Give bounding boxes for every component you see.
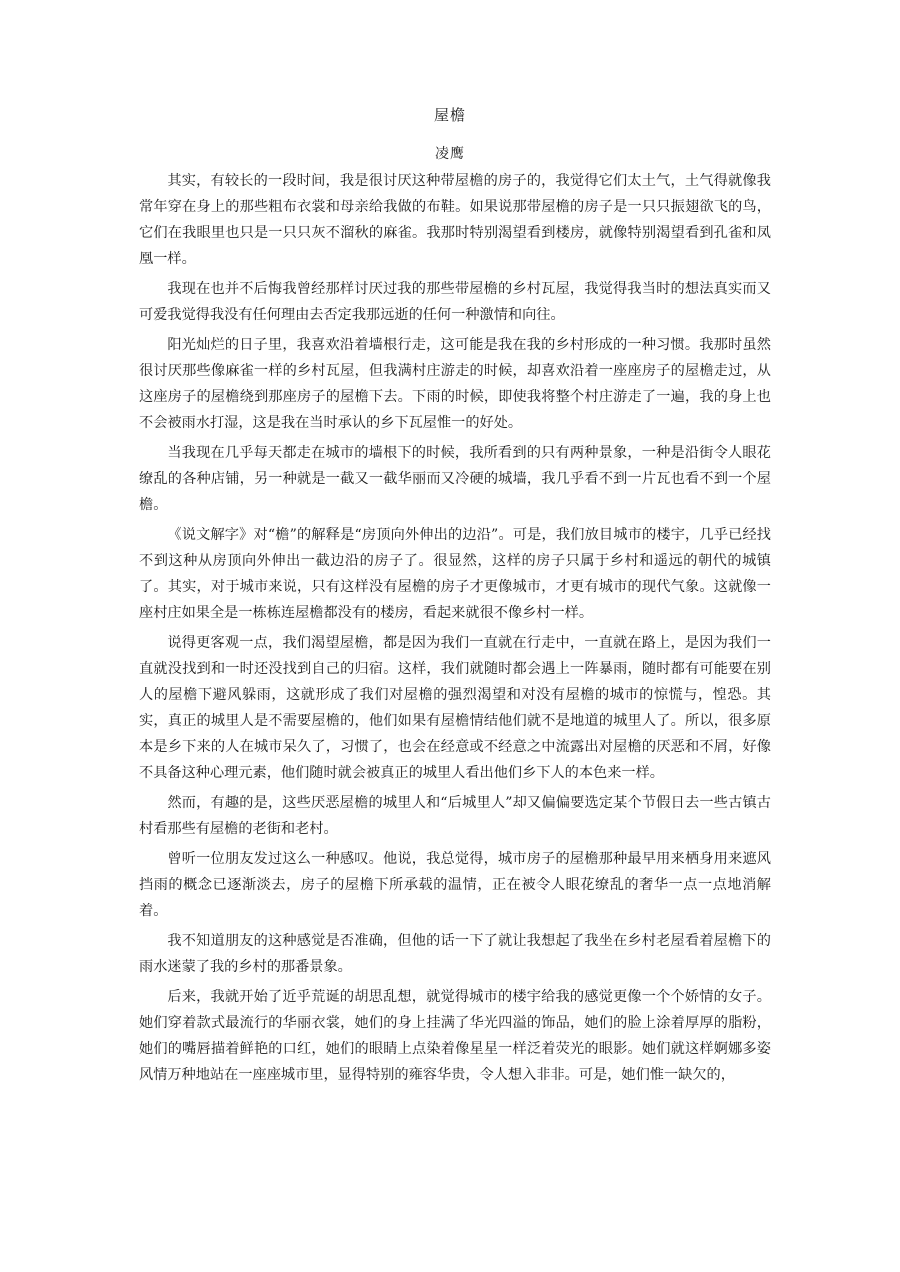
author-name: 凌鹰 [435,146,465,162]
paragraph-8: 曾听一位朋友发过这么一种感叹。他说，我总觉得，城市房子的屋檐那种最早用来栖身用来遮风挡雨的概念已逐渐淡去，房子的屋檐下所承载的温情，正在被令人眼花缭乱的奢华一点一点地消解着。 [139,851,771,919]
paragraph-4: 当我现在几乎每天都走在城市的墙根下的时候，我所看到的只有两种景象，一种是沿街令人眼花缭乱的各种店铺，另一种就是一截又一截华丽而又冷硬的城墙，我几乎看不到一片瓦也看不到一个屋檐。 [139,445,771,513]
paragraph-6: 说得更客观一点，我们渴望屋檐，都是因为我们一直就在行走中，一直就在路上，是因为我们一直就没找到和一时还没找到自己的归宿。这样，我们就随时都会遇上一阵暴雨，随时都有可能要在别人的屋檐下避风躲雨，这就形成了我们对屋檐的强烈渴望和对没有屋檐的城市的惊慌与，惶恐。其实，真正的城里人是不需要屋檐的，他们如果有屋檐情结他们就不是地道的城里人了。所以，很多原本是乡下来的人在城市呆久了，习惯了，也会在经意或不经意之中流露出对屋檐的厌恶和不屑，好像不具备这种心理元素，他们随时就会被真正的城里人看出他们乡下人的本色来一样。 [139,635,771,781]
paragraph-7: 然而，有趣的是，这些厌恶屋檐的城里人和“后城里人”却又偏偏要选定某个节假日去一些古镇古村看那些有屋檐的老街和老村。 [139,795,771,837]
paragraph-2: 我现在也并不后悔我曾经那样讨厌过我的那些带屋檐的乡村瓦屋，我觉得我当时的想法真实而又可爱我觉得我没有任何理由去否定我那远逝的任何一种激情和向往。 [139,281,771,323]
paragraph-3: 阳光灿烂的日子里，我喜欢沿着墙根行走，这可能是我在我的乡村形成的一种习惯。我那时虽然很讨厌那些像麻雀一样的乡村瓦屋，但我满村庄游走的时候，却喜欢沿着一座座房子的屋檐走过，从这座房子的屋檐绕到那座房子的屋檐下去。下雨的时候，即使我将整个村庄游走了一遍，我的身上也不会被雨水打湿，这是我在当时承认的乡下瓦屋惟一的好处。 [139,337,771,431]
paragraph-10: 后来，我就开始了近乎荒诞的胡思乱想，就觉得城市的楼宇给我的感觉更像一个个娇情的女子。她们穿着款式最流行的华丽衣裳，她们的身上挂满了华光四溢的饰品，她们的脸上涂着厚厚的脂粉，她们的嘴唇描着鲜艳的口红，她们的眼睛上点染着像星星一样泛着荧光的眼影。她们就这样婀娜多姿风情万种地站在一座座城市里，显得特别的雍容华贵，令人想入非非。可是，她们惟一缺欠的， [139,989,771,1083]
paragraph-9: 我不知道朋友的这种感觉是否准确，但他的话一下了就让我想起了我坐在乡村老屋看着屋檐下的雨水迷蒙了我的乡村的那番景象。 [139,933,771,975]
article-title: 屋檐 [433,106,466,124]
article-body [139,168,771,1088]
paragraph-5: 《说文解字》对“檐”的解释是“房顶向外伸出的边沿”。可是，我们放目城市的楼宇，几乎已经找不到这种从房顶向外伸出一截边沿的房子了。很显然，这样的房子只属于乡村和遥远的朝代的城镇了。其实，对于城市来说，只有这样没有屋檐的房子才更像城市，才更有城市的现代气象。这就像一座村庄如果全是一栋栋连屋檐都没有的楼房，看起来就很不像乡村一样。 [139,527,771,621]
paragraph-1: 其实，有较长的一段时间，我是很讨厌这种带屋檐的房子的，我觉得它们太土气，土气得就像我常年穿在身上的那些粗布衣裳和母亲给我做的布鞋。如果说那带屋檐的房子是一只只振翅欲飞的鸟，它们在我眼里也只是一只只灰不溜秋的麻雀。我那时特别渴望看到楼房，就像特别渴望看到孔雀和凤凰一样。 [139,173,771,267]
